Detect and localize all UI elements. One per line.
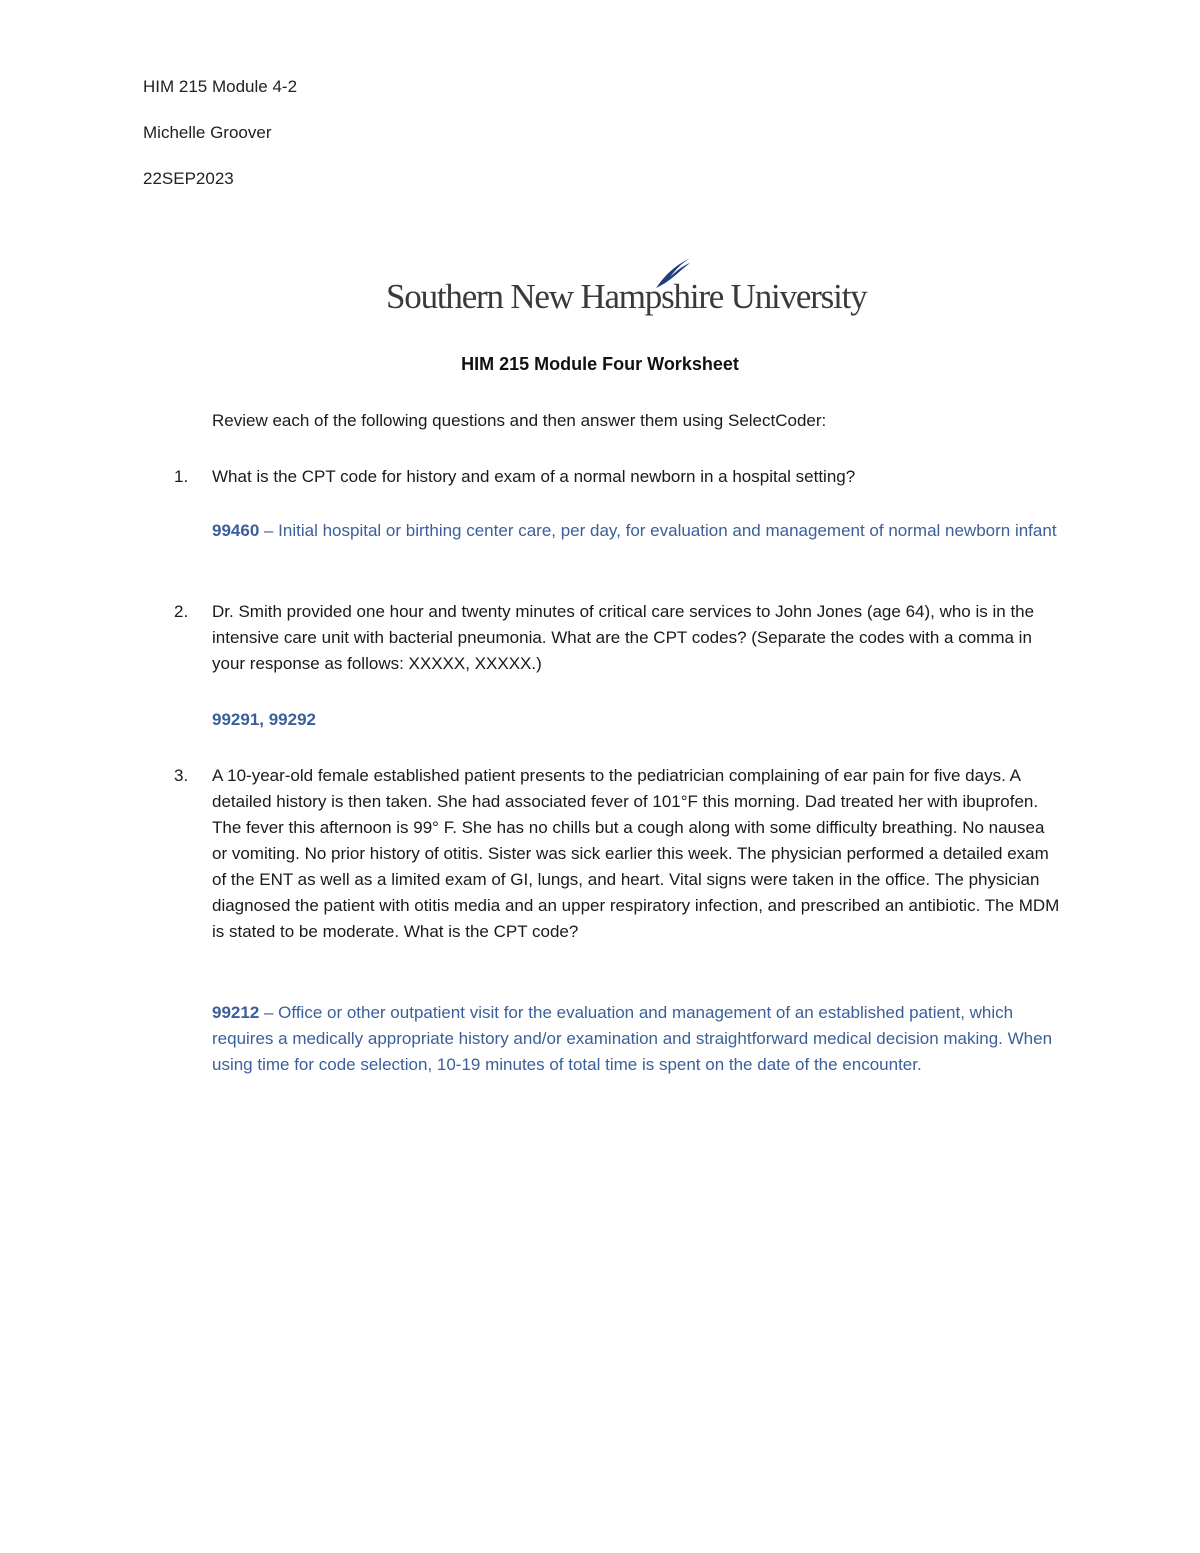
answer [212,707,1062,733]
course-header: HIM 215 Module 4-2 [143,77,298,96]
question-text: What is the CPT code for history and exam of a normal newborn in a hospital setting? [212,467,856,486]
answer-description: – Initial hospital or birthing center care, per day, for evaluation and management of normal newborn infant [259,521,1057,540]
question-number: 3. [174,766,189,785]
page-title: HIM 215 Module Four Worksheet [461,354,739,374]
question-number: 1. [174,467,189,486]
answer-code: 99460 [212,521,260,540]
question-text: A 10-year-old female established patient presents to the pediatrician complaining of ear pain for five days. A detailed history is then taken. She had associated fever of 101°F this morning. Dad treated her with ibuprofen. The fever this afternoon is 99° F. She has no chills but a cough along with some difficulty breathing. No nausea or vomiting. No prior history of otitis. Sister was sick earlier this week. The physician performed a detailed exam of the ENT as well as a limited exam of GI, lungs, and heart. Vital signs were taken in the office. The physician diagnosed the patient with otitis media and an upper respiratory infection, and prescribed an antibiotic. The MDM is stated to be moderate. What is the CPT code? [212,766,1060,941]
answer-description: – Office or other outpatient visit for the evaluation and management of an established patient, which requires a medically appropriate history and/or examination and straightforward medical decision making. When using time for code selection, 10-19 minutes of total time is spent on the date of the encounter. [212,1003,1053,1074]
answer [212,1000,1062,1078]
answer-code: 99291, 99292 [212,710,316,729]
logo-wordmark: Southern New Hampshire University [386,277,867,316]
document-date: 22SEP2023 [143,169,234,188]
question-text: Dr. Smith provided one hour and twenty minutes of critical care services to John Jones (age 64), who is in the intensive care unit with bacterial pneumonia. What are the CPT codes? (Separate the codes with a comma in your response as follows: XXXXX, XXXXX.) [212,602,1035,673]
university-logo [386,255,867,325]
answer [212,518,1062,544]
author-name: Michelle Groover [143,123,272,142]
instructions: Review each of the following questions and then answer them using SelectCoder: [212,411,827,430]
question-number: 2. [174,602,189,621]
answer-code: 99212 [212,1003,260,1022]
